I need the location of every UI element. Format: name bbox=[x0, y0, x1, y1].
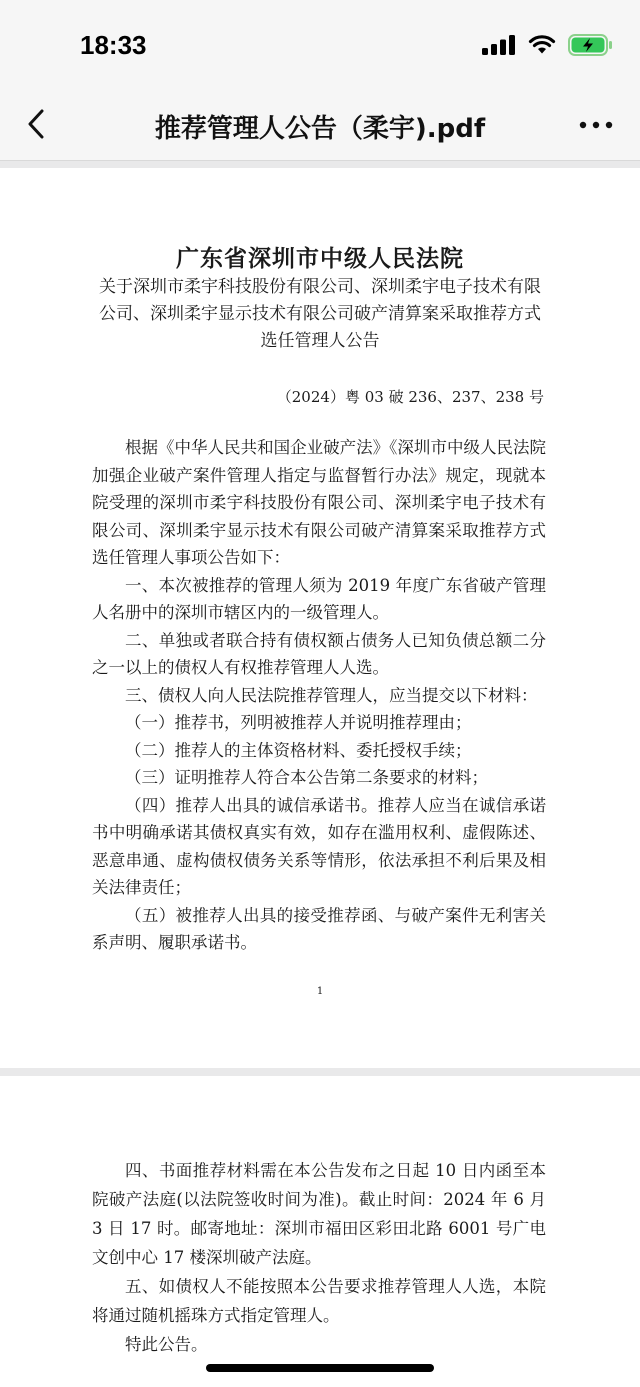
status-time: 18:33 bbox=[80, 30, 147, 60]
more-options-icon[interactable] bbox=[576, 110, 616, 140]
wifi-icon bbox=[528, 35, 556, 55]
case-number: （2024）粤 03 破 236、237、238 号 bbox=[276, 388, 544, 406]
navigation-bar bbox=[0, 92, 640, 161]
paragraph: （四）推荐人出具的诚信承诺书。推荐人应当在诚信承诺书中明确承诺其债权真实有效，如存在滥用权利、虚假陈述、恶意串通、虚构债权债务关系等情形，依法承担不利后果及相关法律责任； bbox=[92, 795, 546, 897]
status-bar bbox=[0, 0, 640, 92]
paragraph: 一、本次被推荐的管理人须为 2019 年度广东省破产管理人名册中的深圳市辖区内的一级管理人。 bbox=[92, 575, 546, 622]
battery-charging-icon bbox=[568, 34, 614, 56]
cellular-signal-icon bbox=[482, 35, 516, 55]
announcement-subtitle: 关于深圳市柔宇科技股份有限公司、深圳柔宇电子技术有限公司、深圳柔宇显示技术有限公司破产清算案采取推荐方式选任管理人公告 bbox=[99, 277, 541, 351]
paragraph: 五、如债权人不能按照本公告要求推荐管理人人选，本院将通过随机摇珠方式指定管理人。 bbox=[92, 1277, 546, 1325]
paragraph: （三）证明推荐人符合本公告第二条要求的材料； bbox=[125, 768, 488, 787]
system-icons bbox=[482, 34, 614, 56]
paragraph: （二）推荐人的主体资格材料、委托授权手续； bbox=[125, 740, 472, 760]
paragraph: 三、债权人向人民法院推荐管理人，应当提交以下材料： bbox=[125, 685, 538, 705]
paragraph: 根据《中华人民共和国企业破产法》《深圳市中级人民法院加强企业破产案件管理人指定与监督暂行办法》规定，现就本院受理的深圳市柔宇科技股份有限公司、深圳柔宇电子技术有限公司、深圳柔宇显示技术有限公司破产清算案采取推荐方式选任管理人事项公告如下： bbox=[92, 438, 546, 567]
court-heading: 广东省深圳市中级人民法院 bbox=[176, 245, 464, 272]
paragraph: （一）推荐书，列明被推荐人并说明推荐理由； bbox=[125, 713, 472, 732]
paragraph: 二、单独或者联合持有债权额占债务人已知负债总额二分之一以上的债权人有权推荐管理人人选。 bbox=[92, 630, 546, 677]
page-number: 1 bbox=[316, 986, 324, 997]
announcement-body bbox=[92, 434, 546, 957]
announcement-body-continued bbox=[92, 1156, 546, 1359]
document-title: 推荐管理人公告（柔宇).pdf bbox=[154, 114, 486, 144]
paragraph: 四、书面推荐材料需在本公告发布之日起 10 日内函至本院破产法庭(以法院签收时间为准)。截止时间：2024 年 6 月 3 日 17 时。邮寄地址：深圳市福田区彩田北路 6001 号广电文创中心 17 楼深圳破产法庭。 bbox=[92, 1161, 546, 1267]
paragraph: 特此公告。 bbox=[125, 1335, 208, 1354]
pdf-page-2 bbox=[0, 1076, 640, 1387]
pdf-page-1 bbox=[0, 168, 640, 1068]
home-indicator[interactable] bbox=[206, 1364, 434, 1372]
paragraph: （五）被推荐人出具的接受推荐函、与破产案件无利害关系声明、履职承诺书。 bbox=[92, 905, 546, 952]
